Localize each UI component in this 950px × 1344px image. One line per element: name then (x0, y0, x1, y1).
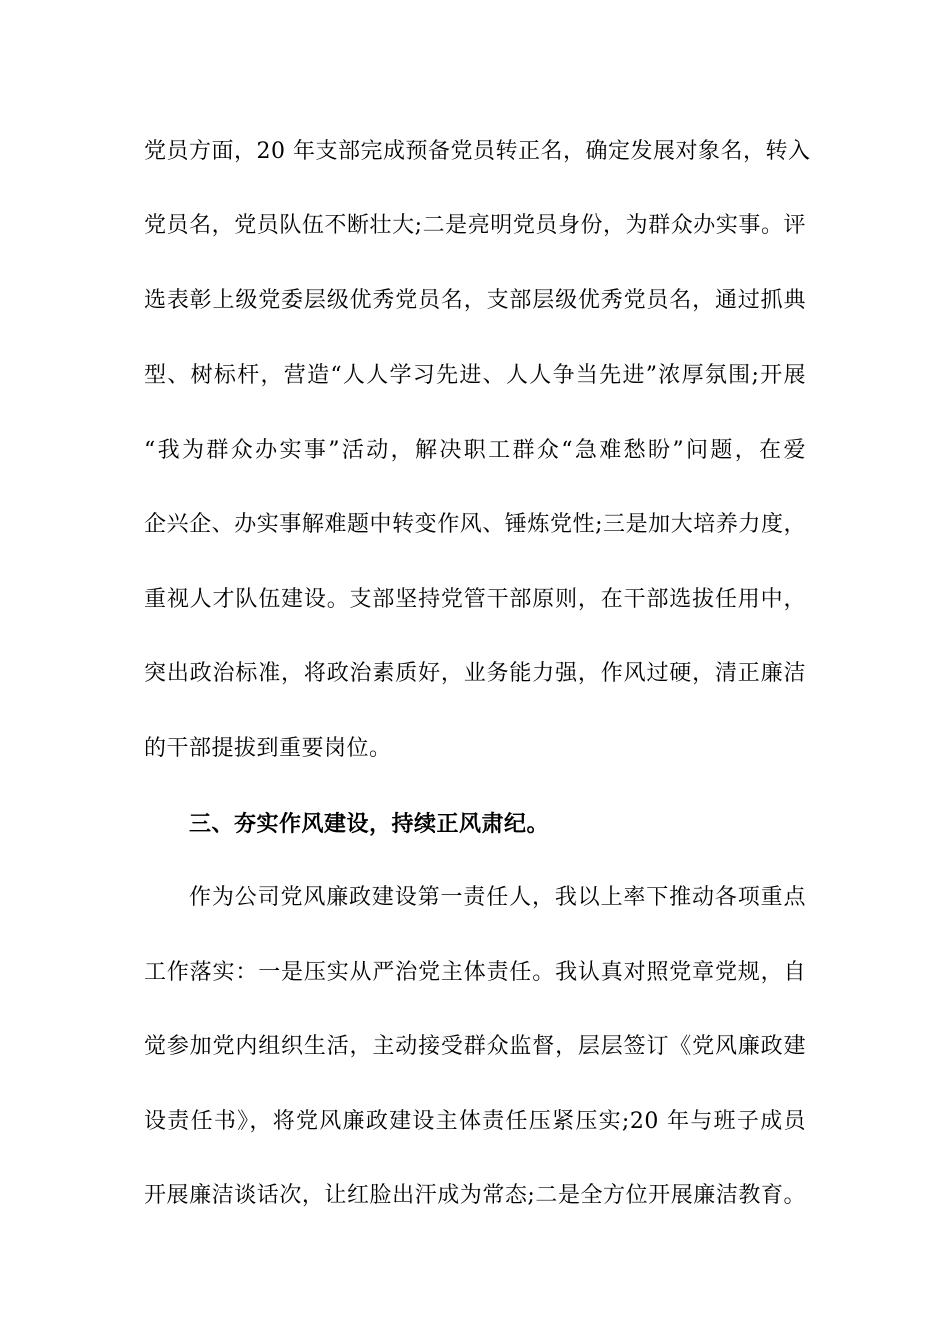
paragraph-line: 工作落实：一是压实从严治党主体责任。我认真对照党章党规，自 (144, 960, 806, 985)
paragraph-line: 党员名，党员队伍不断壮大;二是亮明党员身份，为群众办实事。评 (144, 213, 806, 238)
section-heading: 三、夯实作风建设，持续正风肃纪。 (189, 811, 550, 837)
paragraph-line: 选表彰上级党委层级优秀党员名，支部层级优秀党员名，通过抓典 (144, 288, 806, 313)
paragraph-line: 党员方面，20 年支部完成预备党员转正名，确定发展对象名，转入 (144, 139, 811, 164)
paragraph-line: 觉参加党内组织生活，主动接受群众监督，层层签订《党风廉政建 (144, 1034, 806, 1059)
paragraph-line: 型、树标杆，营造“人人学习先进、人人争当先进”浓厚氛围;开展 (144, 363, 806, 388)
paragraph-line: 开展廉洁谈话次，让红脸出汗成为常态;二是全方位开展廉洁教育。 (144, 1183, 806, 1208)
paragraph-line: 企兴企、办实事解难题中转变作风、锤炼党性;三是加大培养力度， (144, 512, 806, 537)
paragraph-line: 设责任书》，将党风廉政建设主体责任压紧压实;20 年与班子成员 (144, 1109, 806, 1134)
paragraph-line: 突出政治标准，将政治素质好，业务能力强，作风过硬，清正廉洁 (144, 661, 806, 686)
paragraph-line: 作为公司党风廉政建设第一责任人，我以上率下推动各项重点 (189, 885, 806, 910)
paragraph-line: “我为群众办实事”活动，解决职工群众“急难愁盼”问题，在爱 (144, 438, 806, 463)
paragraph-line: 的干部提拔到重要岗位。 (144, 736, 392, 761)
paragraph-line: 重视人才队伍建设。支部坚持党管干部原则，在干部选拔任用中， (144, 587, 806, 612)
